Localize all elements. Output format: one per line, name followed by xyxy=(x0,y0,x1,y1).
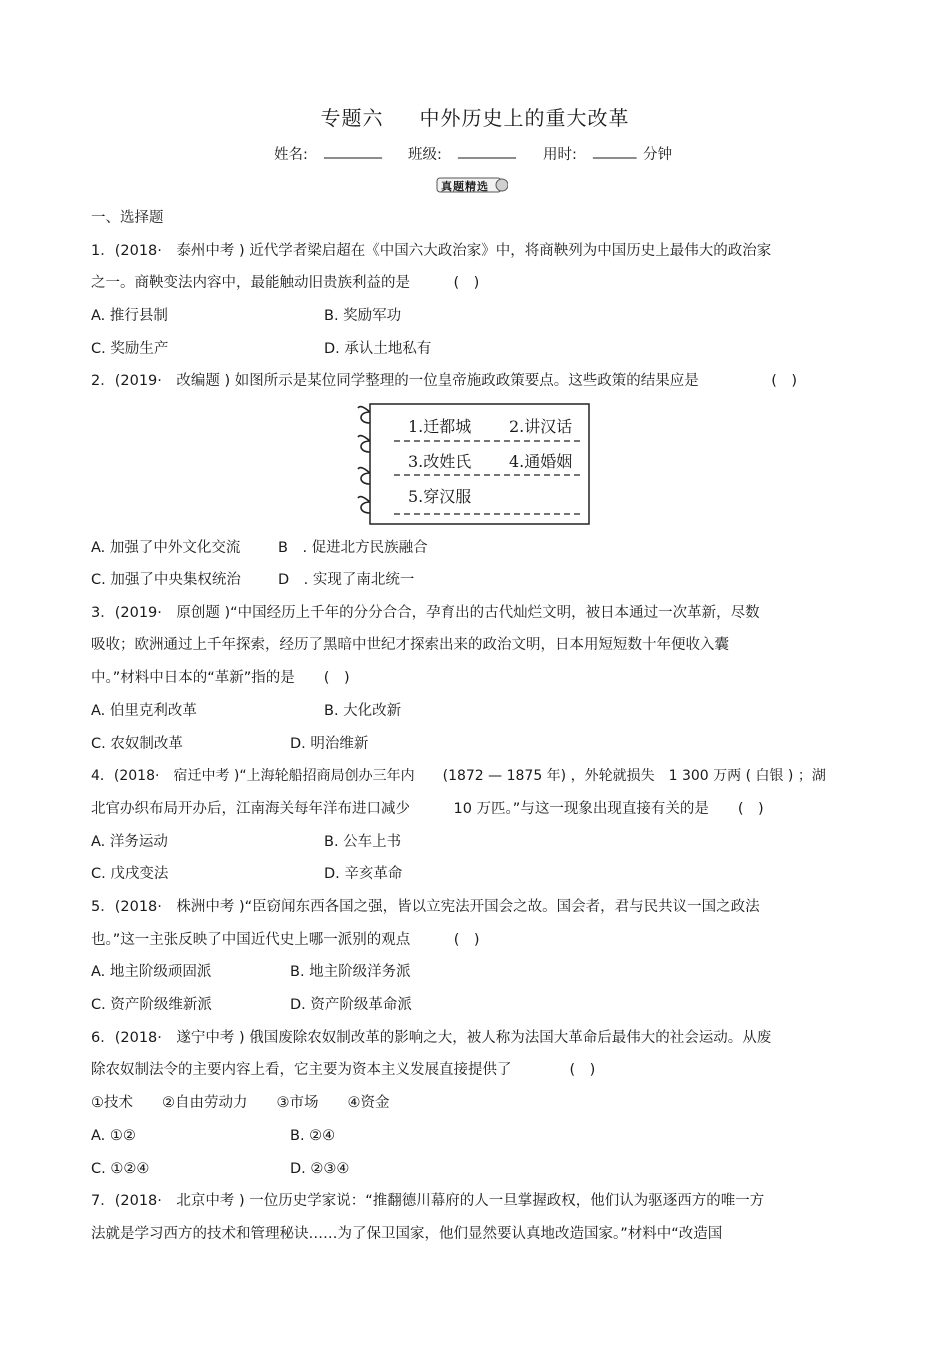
page-title xyxy=(0,102,950,131)
question-line: 6．(2018· 遂宁中考 ) 俄国废除农奴制改革的影响之大，被人称为法国大革命后最伟大的社会运动。从废 xyxy=(91,1030,772,1046)
option-d[interactable]: D. 辛亥革命 xyxy=(324,866,403,882)
policy-item: 3.改姓氏 xyxy=(408,452,472,471)
question-line: 中。”材料中日本的“革新”指的是 ( ) xyxy=(91,670,350,686)
option-b[interactable]: B. ②④ xyxy=(290,1128,336,1144)
time-unit: 分钟 xyxy=(643,147,672,163)
option-d[interactable]: D. 资产阶级革命派 xyxy=(290,997,412,1013)
option-b[interactable]: B. 大化改新 xyxy=(324,703,402,719)
policy-item: 4.通婚姻 xyxy=(509,452,573,471)
option-d[interactable]: D. ②③④ xyxy=(290,1161,350,1177)
policy-item: 5.穿汉服 xyxy=(408,487,472,506)
option-d[interactable]: D. 明治维新 xyxy=(290,736,369,752)
option-c[interactable]: C. 奖励生产 xyxy=(91,341,169,357)
question-line: 除农奴制法令的主要内容上看，它主要为资本主义发展直接提供了 ( ) xyxy=(91,1062,596,1078)
option-a[interactable]: A. 加强了中外文化交流 xyxy=(91,540,241,556)
option-a[interactable]: A. 伯里克利改革 xyxy=(91,703,197,719)
question-line: 也。”这一主张反映了中国近代史上哪一派别的观点 ( ) xyxy=(91,932,480,948)
time-blank[interactable]: ______ xyxy=(593,143,637,159)
policy-item: 1.迁都城 xyxy=(408,417,472,436)
section-badge xyxy=(436,176,508,194)
option-a[interactable]: A. 洋务运动 xyxy=(91,834,168,850)
question-line: 之一。商鞅变法内容中，最能触动旧贵族利益的是 ( ) xyxy=(91,275,480,291)
option-c[interactable]: C. 资产阶级维新派 xyxy=(91,997,212,1013)
policy-item: 2.讲汉话 xyxy=(509,417,573,436)
question-line: 1．(2018· 泰州中考 ) 近代学者梁启超在《中国六大政治家》中，将商鞅列为中国历史上最伟大的政治家 xyxy=(91,243,772,259)
question-line: 吸收；欧洲通过上千年探索，经历了黑暗中世纪才探索出来的政治文明，日本用短短数十年便收入囊 xyxy=(91,637,729,653)
topic-number: 专题六 xyxy=(320,106,384,130)
option-c[interactable]: C. 加强了中央集权统治 xyxy=(91,572,241,588)
question-line: 7．(2018· 北京中考 ) 一位历史学家说：“推翻德川幕府的人一旦掌握政权，他们认为驱逐西方的唯一方 xyxy=(91,1193,765,1209)
badge-label: 真题精选 xyxy=(441,180,489,193)
option-b[interactable]: B . 促进北方民族融合 xyxy=(278,540,428,556)
option-b[interactable]: B. 公车上书 xyxy=(324,834,402,850)
option-a[interactable]: A. 地主阶级顽固派 xyxy=(91,964,212,980)
option-a[interactable]: A. 推行县制 xyxy=(91,308,168,324)
section-heading: 一、选择题 xyxy=(91,210,164,226)
option-b[interactable]: B. 奖励军功 xyxy=(324,308,402,324)
question-line: 北官办织布局开办后，江南海关每年洋布进口减少 10 万匹。”与这一现象出现直接有关的是 ( ) xyxy=(91,801,764,817)
name-label: 姓名: xyxy=(274,147,308,163)
topic-title: 中外历史上的重大改革 xyxy=(419,106,630,130)
question-line: 2．(2019· 改编题 ) 如图所示是某位同学整理的一位皇帝施政政策要点。这些政策的结果应是 ( ) xyxy=(91,373,798,389)
notebook-figure xyxy=(354,403,590,525)
option-d[interactable]: D. 承认土地私有 xyxy=(324,341,432,357)
question-line: 5．(2018· 株洲中考 )“臣窃闻东西各国之强，皆以立宪法开国会之故。国会者，君与民共议一国之政法 xyxy=(91,899,760,915)
option-c[interactable]: C. ①②④ xyxy=(91,1161,150,1177)
time-label: 用时: xyxy=(543,147,577,163)
question-line: 4．(2018· 宿迁中考 )“上海轮船招商局创办三年内 (1872 — 1875 年) ，外轮就损失 1 300 万两 ( 白银 ) ；湖 xyxy=(91,768,826,784)
class-blank[interactable]: ________ xyxy=(458,143,516,159)
option-b[interactable]: B. 地主阶级洋务派 xyxy=(290,964,411,980)
option-d[interactable]: D . 实现了南北统一 xyxy=(278,572,415,588)
option-c[interactable]: C. 戊戌变法 xyxy=(91,866,169,882)
class-label: 班级: xyxy=(408,147,442,163)
question-line: 法就是学习西方的技术和管理秘诀……为了保卫国家，他们显然要认真地改造国家。”材料中“改造国 xyxy=(91,1226,723,1242)
option-a[interactable]: A. ①② xyxy=(91,1128,136,1144)
name-blank[interactable]: ________ xyxy=(324,143,382,159)
question-line: 3．(2019· 原创题 )“中国经历上千年的分分合合，孕育出的古代灿烂文明，被日本通过一次革新，尽数 xyxy=(91,605,760,621)
question-line: ①技术 ②自由劳动力 ③市场 ④资金 xyxy=(91,1095,390,1111)
option-c[interactable]: C. 农奴制改革 xyxy=(91,736,183,752)
